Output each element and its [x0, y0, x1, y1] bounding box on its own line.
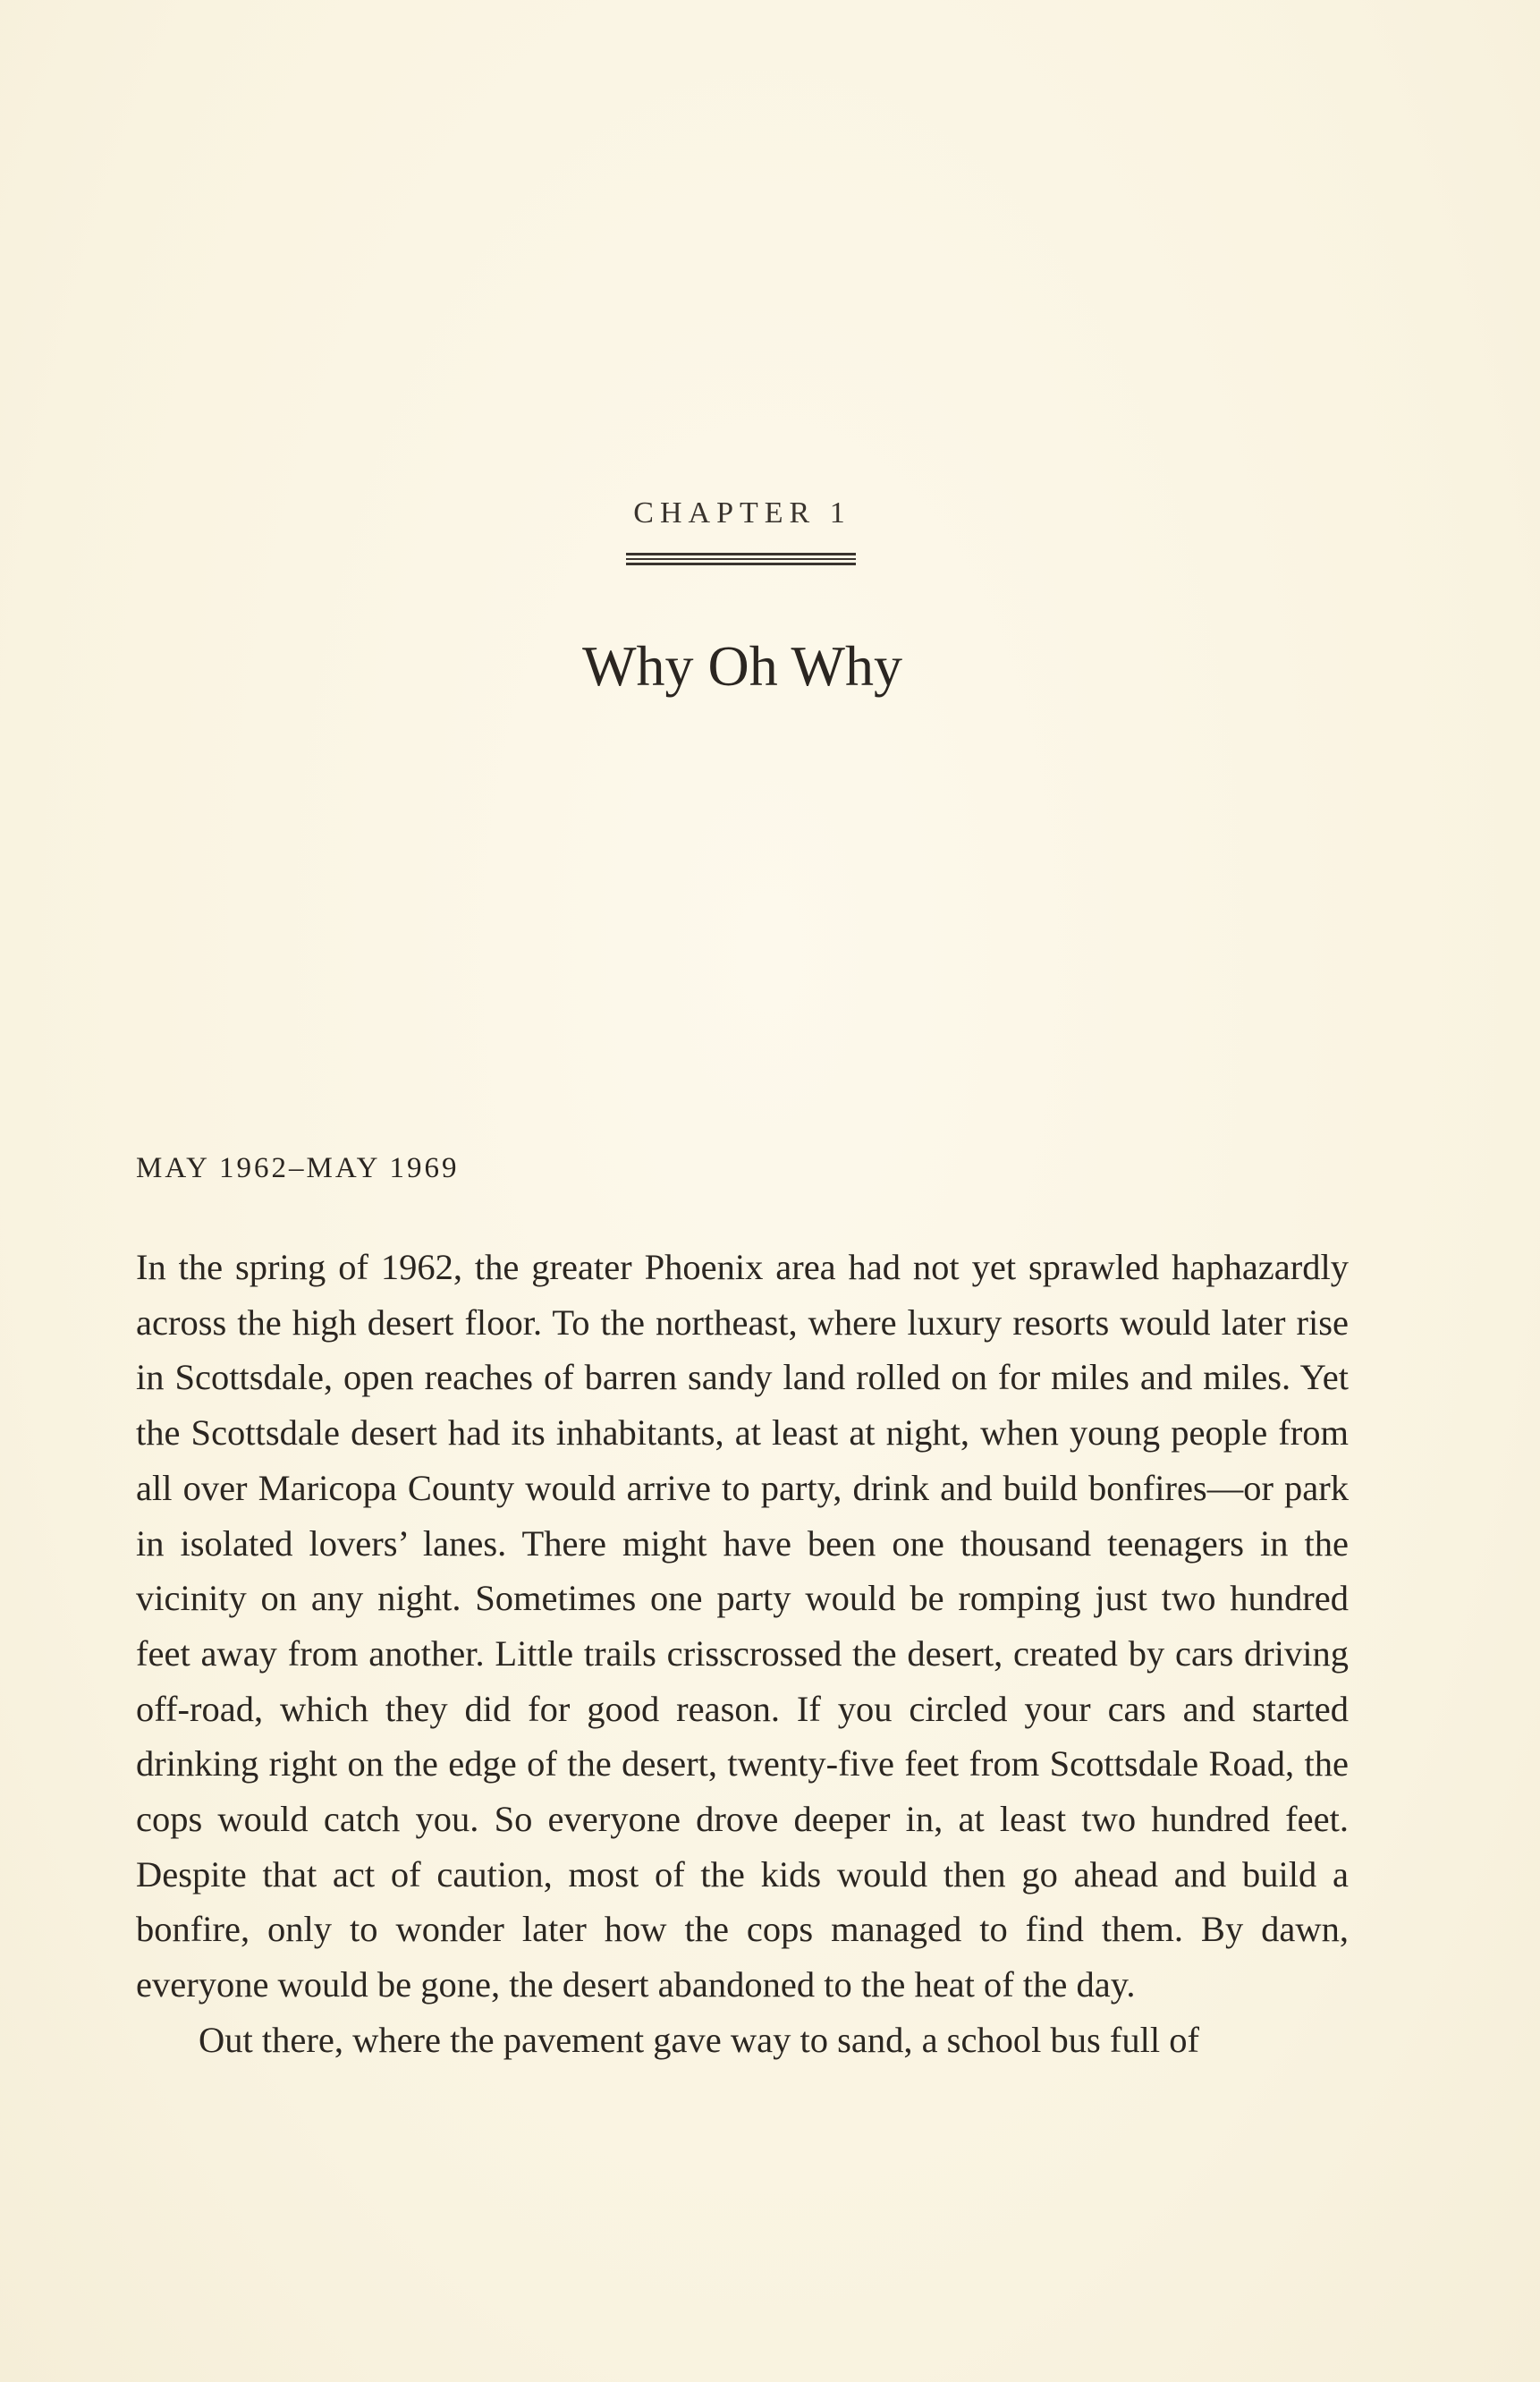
chapter-title: Why Oh Why [582, 634, 902, 698]
rule-line [626, 558, 856, 560]
rule-line [626, 563, 856, 565]
chapter-label: CHAPTER 1 [633, 496, 851, 530]
date-range: MAY 1962–MAY 1969 [136, 1152, 460, 1184]
paragraph: Out there, where the pavement gave way to sand, a school bus full of [199, 2019, 1200, 2060]
rule-line [626, 553, 856, 555]
body-text [136, 1240, 1349, 2068]
chapter-rule [626, 553, 856, 565]
paragraph: In the spring of 1962, the greater Phoenix area had not yet sprawled haphazardly across the high desert floor. To the northeast, where luxury resorts would later rise in Scottsdale, open reaches of barren sandy land rolled on for miles and miles. Yet the Scottsdale desert had its inhabitants, at least at night, when young people from all over Maricopa County would arrive to party, drink and build bonfires—or park in isolated lovers’ lanes. There might have been one thousand teenagers in the vicinity on any night. Sometimes one party would be romping just two hundred feet away from another. Little trails crisscrossed the desert, created by cars driving off-road, which they did for good reason. If you circled your cars and started drinking right on the edge of the desert, twenty-five feet from Scottsdale Road, the cops would catch you. So everyone drove deeper in, at least two hundred feet. Despite that act of caution, most of the kids would then go ahead and build a bonfire, only to wonder later how the cops managed to find them. By dawn, everyone would be gone, the desert abandoned to the heat of the day. [136, 1247, 1349, 2005]
